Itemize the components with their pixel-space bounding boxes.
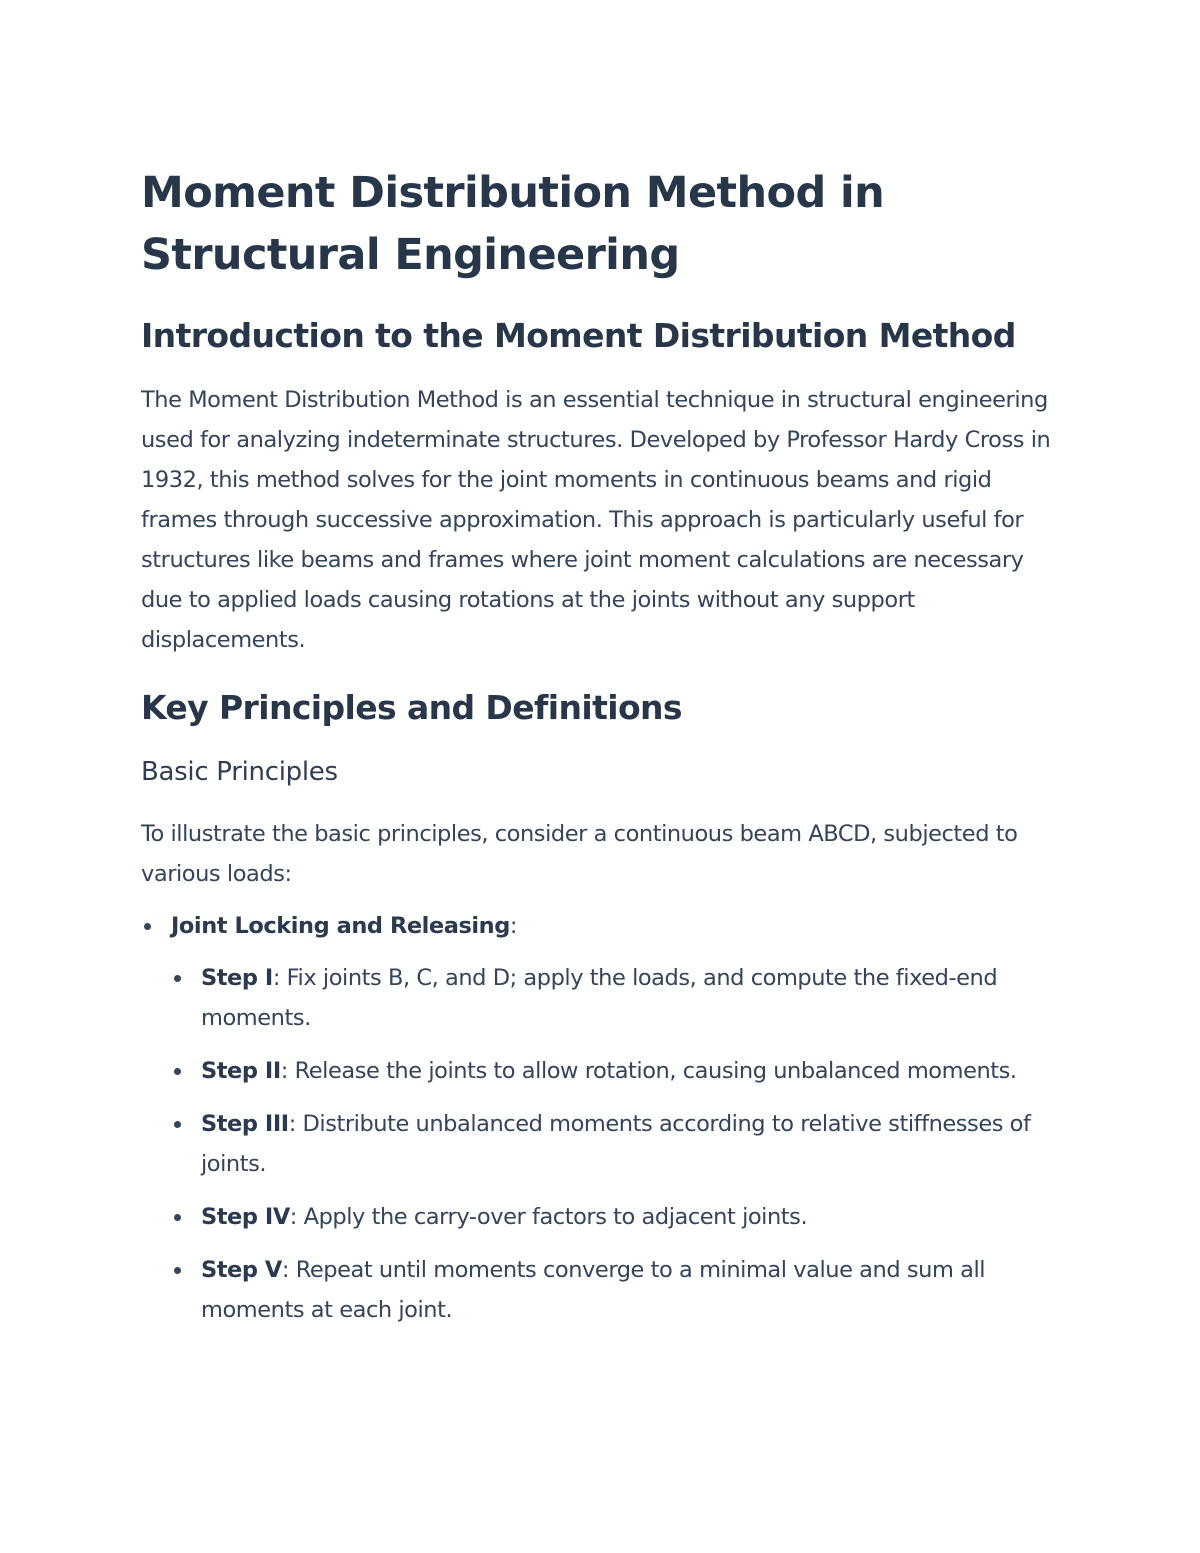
step-1-text: : Fix joints B, C, and D; apply the loads, and compute the fixed-end moments. bbox=[201, 965, 998, 1031]
key-principles-heading: Key Principles and Definitions bbox=[141, 688, 682, 727]
basic-principles-paragraph: To illustrate the basic principles, consider a continuous beam ABCD, subjected to various loads: bbox=[141, 821, 1018, 887]
step-2-label: Step II bbox=[201, 1058, 281, 1084]
joint-locking-colon: : bbox=[509, 913, 518, 939]
step-5-label: Step V bbox=[201, 1257, 282, 1283]
document-title: Moment Distribution Method in Structural Engineering bbox=[141, 168, 885, 280]
intro-paragraph: The Moment Distribution Method is an essential technique in structural engineering used for analyzing indeterminate structures. Developed by Professor Hardy Cross in 1932, this method solves for the joint moments in continuous beams and rigid frames through successive approximation. This approach is particularly useful for structures like beams and frames where joint moment calculations are necessary due to applied loads causing rotations at the joints without any support displacements. bbox=[141, 387, 1051, 653]
step-5-text: : Repeat until moments converge to a minimal value and sum all moments at each joint. bbox=[201, 1257, 986, 1323]
principles-list bbox=[141, 906, 1061, 1330]
basic-principles-subheading: Basic Principles bbox=[141, 757, 338, 787]
list-item-step-4 bbox=[171, 1197, 1061, 1237]
list-item-step-5 bbox=[171, 1250, 1061, 1330]
step-1-label: Step I bbox=[201, 965, 273, 991]
document-page bbox=[141, 162, 1061, 1343]
step-4-text: : Apply the carry-over factors to adjacent joints. bbox=[289, 1204, 808, 1230]
step-2-text: : Release the joints to allow rotation, causing unbalanced moments. bbox=[280, 1058, 1017, 1084]
step-4-label: Step IV bbox=[201, 1204, 290, 1230]
list-item-joint-locking bbox=[141, 906, 1061, 1330]
step-3-label: Step III bbox=[201, 1111, 289, 1137]
step-3-text: : Distribute unbalanced moments according to relative stiffnesses of joints. bbox=[201, 1111, 1031, 1177]
steps-list bbox=[171, 958, 1061, 1330]
list-item-step-1 bbox=[171, 958, 1061, 1038]
list-item-step-2 bbox=[171, 1051, 1061, 1091]
list-item-step-3 bbox=[171, 1104, 1061, 1184]
joint-locking-label: Joint Locking and Releasing bbox=[171, 913, 510, 939]
intro-heading: Introduction to the Moment Distribution Method bbox=[141, 316, 1016, 355]
